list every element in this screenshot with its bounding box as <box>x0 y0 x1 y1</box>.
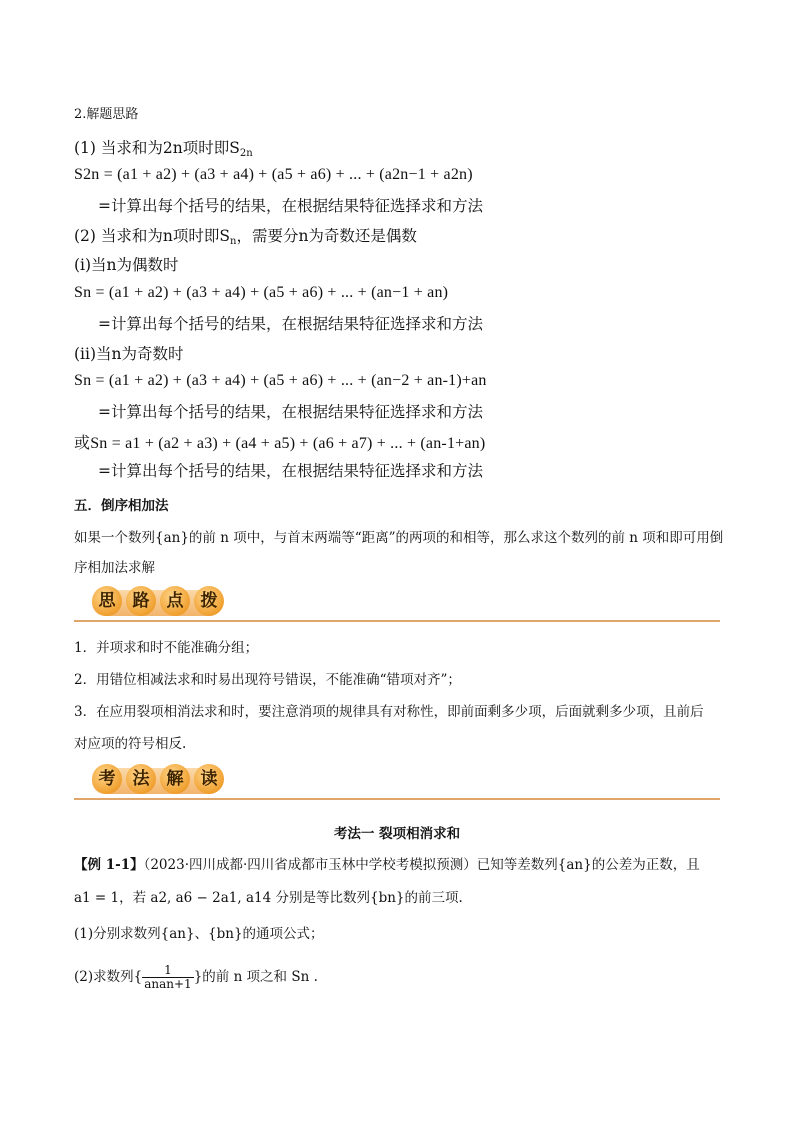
note-line: =计算出每个括号的结果，在根据结果特征选择求和方法 <box>98 403 483 421</box>
case-2-text-b: ，需要分n为奇数还是偶数 <box>236 227 417 245</box>
fraction <box>142 964 193 991</box>
note-line: =计算出每个括号的结果，在根据结果特征选择求和方法 <box>98 197 483 215</box>
equation-s2n: S2n = (a1 + a2) + (a3 + a4) + (a5 + a6) + ... + (a2n−1 + a2n) <box>74 166 473 183</box>
tip-item: 1．并项求和时不能准确分组； <box>74 640 259 656</box>
example-source: （2023·四川成都·四川省成都市玉林中学校考模拟预测）已知等差数列{an}的公差为正数，且 <box>143 857 700 873</box>
case-2-text: (2) 当求和为n项时即S <box>74 227 230 245</box>
example-line-1 <box>74 853 700 873</box>
case-1-line <box>74 136 253 159</box>
case-2-line <box>74 224 417 247</box>
banner-char: 思 <box>92 586 122 616</box>
question-2 <box>74 964 318 991</box>
section-heading: 2.解题思路 <box>74 107 139 122</box>
banner-char: 拨 <box>194 586 224 616</box>
banner-rule <box>74 798 720 800</box>
banner-char: 解 <box>160 764 190 794</box>
banner-char: 点 <box>160 586 190 616</box>
tip-item: 2．用错位相减法求和时易出现符号错误，不能准确“错项对齐”； <box>74 672 461 688</box>
section-5-paragraph-line-1: 如果一个数列{an}的前 n 项中，与首末两端等“距离”的两项的和相等，那么求这个数列的前 n 项和即可用倒 <box>74 530 724 546</box>
banner-char: 读 <box>194 764 224 794</box>
note-line: =计算出每个括号的结果，在根据结果特征选择求和方法 <box>98 315 483 333</box>
fraction-denominator: anan+1 <box>144 977 192 991</box>
example-line-2: a1 = 1，若 a2, a6 − 2a1, a14 分别是等比数列{bn}的前三项. <box>74 890 463 906</box>
example-label: 【例 1-1】 <box>74 857 144 873</box>
section-5-paragraph-line-2: 序相加法求解 <box>74 560 155 576</box>
banner-tips <box>74 588 720 622</box>
tip-item: 3．在应用裂项相消法求和时，要注意消项的规律具有对称性，即前面剩多少项，后面就剩多少项，且前后 <box>74 704 704 720</box>
note-line: =计算出每个括号的结果，在根据结果特征选择求和方法 <box>98 462 483 480</box>
question-1: (1)分别求数列{an}、{bn}的通项公式； <box>74 926 324 942</box>
banner-char: 考 <box>92 764 122 794</box>
banner-methods <box>74 766 720 800</box>
case-2-sub: n <box>230 236 237 247</box>
fraction-numerator: 1 <box>142 964 193 978</box>
equation-alt: 或Sn = a1 + (a2 + a3) + (a4 + a5) + (a6 + a7) + ... + (an-1+an) <box>74 435 486 452</box>
section-5-title: 五．倒序相加法 <box>74 498 169 514</box>
case-1-sub: 2n <box>239 148 253 159</box>
banner-char: 路 <box>126 586 156 616</box>
banner-char: 法 <box>126 764 156 794</box>
tip-item: 对应项的符号相反. <box>74 736 187 752</box>
question-2-suffix: }的前 n 项之和 Sn . <box>193 969 318 985</box>
equation-odd: Sn = (a1 + a2) + (a3 + a4) + (a5 + a6) + ... + (an−2 + an-1)+an <box>74 372 487 389</box>
banner-rule <box>74 620 720 622</box>
even-case: (i)当n为偶数时 <box>74 256 179 274</box>
odd-case: (ii)当n为奇数时 <box>74 345 184 363</box>
equation-even: Sn = (a1 + a2) + (a3 + a4) + (a5 + a6) + ... + (an−1 + an) <box>74 284 449 301</box>
case-1-text: (1) 当求和为2n项时即S <box>74 139 240 157</box>
method-title: 考法一 裂项相消求和 <box>333 826 461 842</box>
question-2-prefix: (2)求数列{ <box>74 969 143 985</box>
